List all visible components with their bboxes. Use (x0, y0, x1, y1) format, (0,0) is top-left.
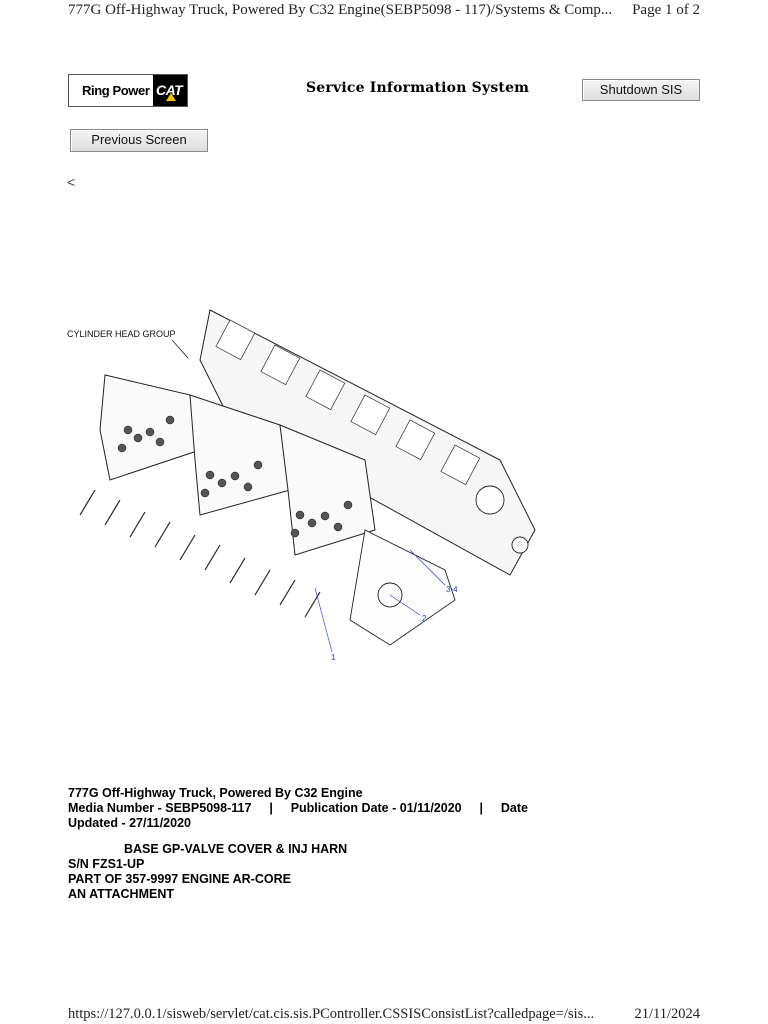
page-title: Service Information System (306, 80, 530, 96)
part-of: PART OF 357-9997 ENGINE AR-CORE (68, 872, 291, 886)
callout-number: 3-4 (446, 585, 458, 594)
attachment-label: AN ATTACHMENT (68, 887, 174, 901)
cat-logo (153, 75, 187, 106)
publication-date: Publication Date - 01/11/2020 (290, 801, 462, 815)
media-number: Media Number - SEBP5098-117 (68, 801, 252, 815)
print-date: 21/11/2024 (634, 1006, 700, 1022)
callout-number: 1 (331, 653, 336, 662)
publication-row (68, 801, 528, 816)
print-header (0, 2, 768, 20)
separator: | (479, 801, 484, 815)
callout-cylinder-head-group: CYLINDER HEAD GROUP (67, 329, 176, 339)
page-number: Page 1 of 2 (632, 2, 700, 18)
cat-logo-text: CAT (156, 82, 183, 98)
model-name: 777G Off-Highway Truck, Powered By C32 Engine (68, 786, 363, 800)
publication-info (68, 786, 548, 831)
page-url: https://127.0.0.1/sisweb/servlet/cat.cis.sis.PController.CSSISConsistList?calledpage=/sis... (68, 1006, 595, 1022)
cat-triangle-icon (166, 93, 176, 101)
back-arrow-icon[interactable]: < (67, 174, 76, 190)
parts-group-info (68, 842, 347, 902)
previous-screen-button[interactable]: Previous Screen (70, 129, 208, 152)
date-label: Date (500, 801, 528, 815)
print-footer (0, 1006, 768, 1024)
dealer-logo (68, 74, 188, 107)
group-title: BASE GP-VALVE COVER & INJ HARN (124, 842, 348, 856)
separator: | (269, 801, 273, 815)
dealer-name: Ring Power (82, 83, 150, 98)
document-title: 777G Off-Highway Truck, Powered By C32 Engine(SEBP5098 - 117)/Systems & Comp... (68, 2, 613, 18)
shutdown-sis-button[interactable]: Shutdown SIS (582, 79, 700, 101)
serial-number: S/N FZS1-UP (68, 857, 145, 871)
updated-date: Updated - 27/11/2020 (68, 816, 191, 830)
callout-number: 2 (422, 614, 427, 623)
engine-parts-diagram (60, 300, 560, 680)
